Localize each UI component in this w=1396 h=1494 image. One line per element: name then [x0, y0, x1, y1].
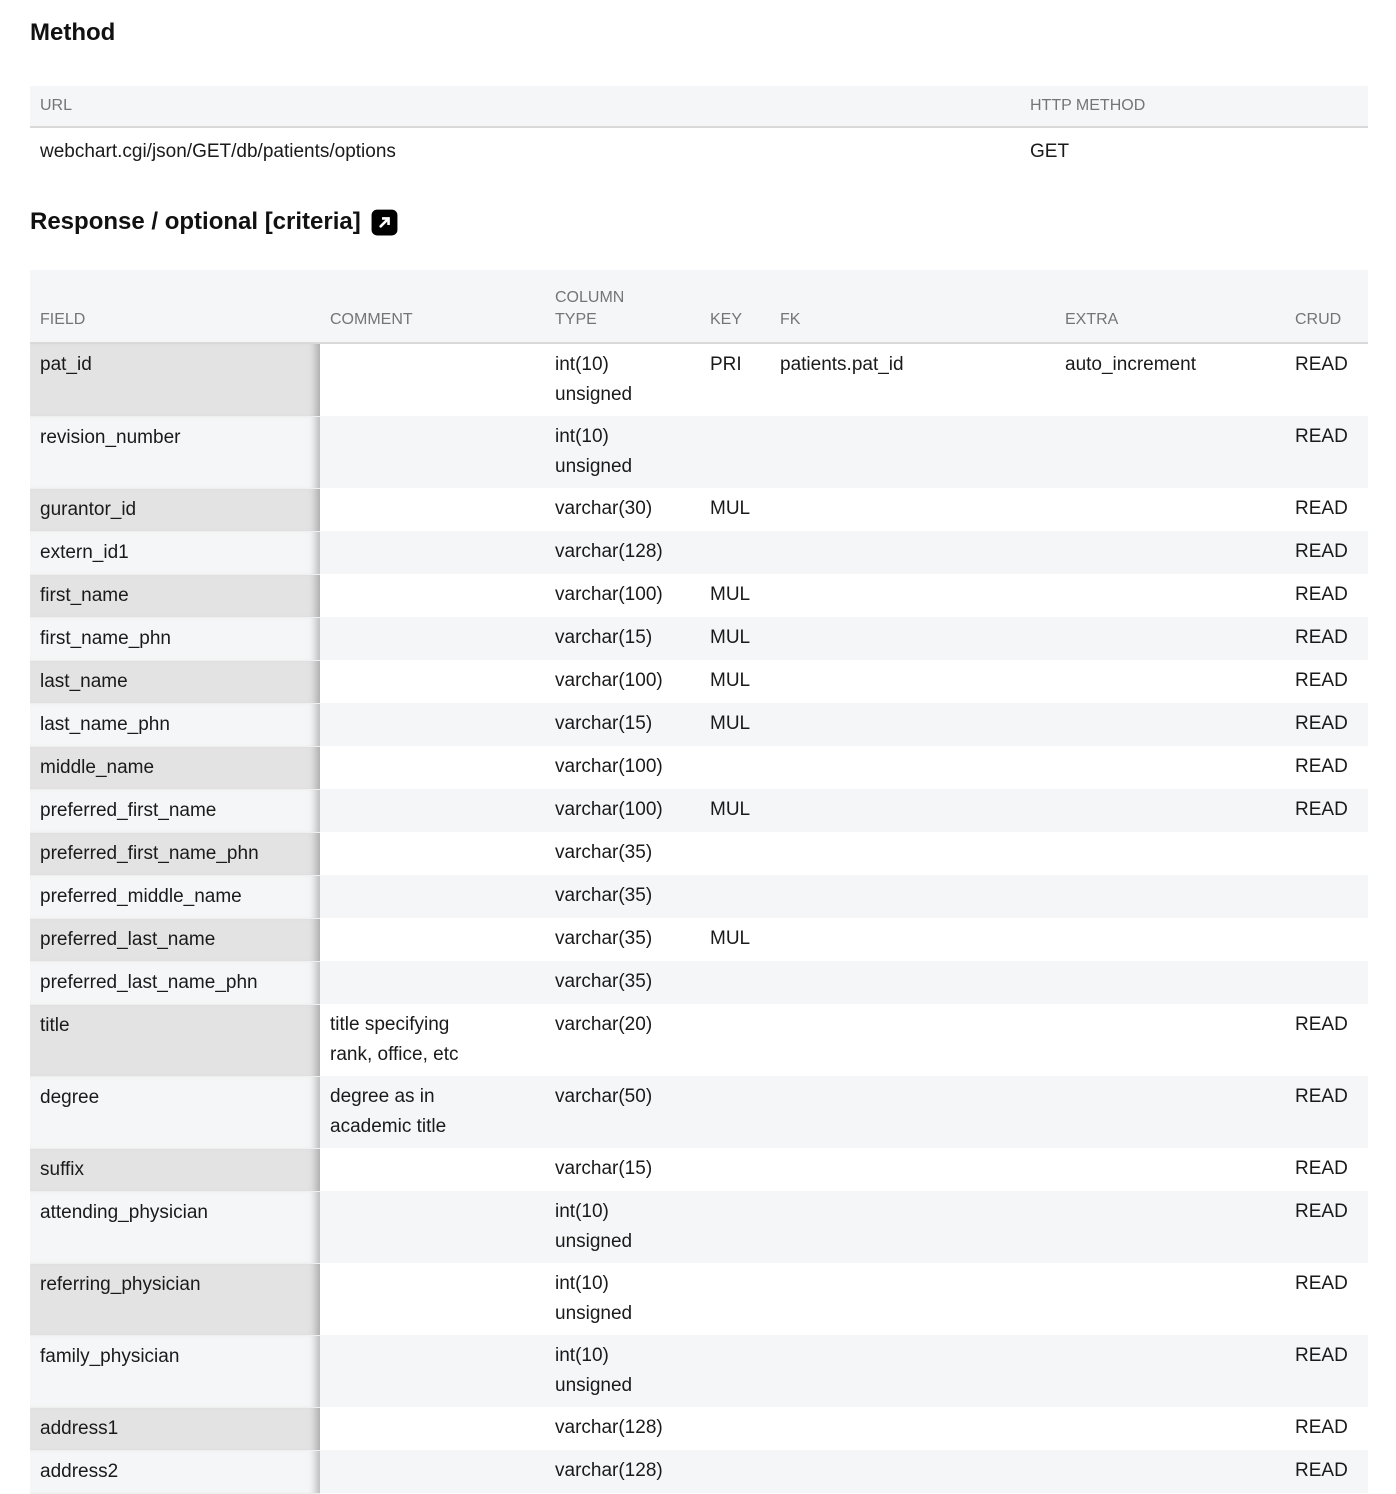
extra-cell	[1055, 531, 1285, 574]
comment-cell	[320, 1148, 545, 1191]
comment-cell	[320, 343, 545, 416]
extra-cell	[1055, 875, 1285, 918]
field-row	[30, 746, 1368, 789]
fk-cell	[770, 416, 1055, 488]
crud-cell: READ	[1285, 1191, 1368, 1263]
fk-cell	[770, 574, 1055, 617]
field-row	[30, 574, 1368, 617]
crud-cell: READ	[1285, 1335, 1368, 1407]
field-cell: preferred_first_name	[30, 789, 320, 832]
fields-table-body	[30, 343, 1368, 1493]
key-cell	[700, 1148, 770, 1191]
http-method-value: GET	[1030, 141, 1070, 162]
field-cell: degree	[30, 1076, 320, 1148]
key-cell	[700, 1450, 770, 1493]
field-row	[30, 1148, 1368, 1191]
key-cell	[700, 531, 770, 574]
extra-cell	[1055, 789, 1285, 832]
field-cell: last_name_phn	[30, 703, 320, 746]
comment-cell	[320, 574, 545, 617]
extra-cell	[1055, 617, 1285, 660]
field-row	[30, 789, 1368, 832]
url-column-header: URL	[30, 86, 1020, 127]
crud-cell	[1285, 918, 1368, 961]
crud-cell: READ	[1285, 1450, 1368, 1493]
column-type-cell: varchar(15)	[555, 1158, 653, 1179]
crud-cell: READ	[1295, 584, 1348, 605]
comment-cell	[320, 875, 545, 918]
comment-cell	[320, 961, 545, 1004]
comment-cell	[320, 531, 545, 574]
comment-cell	[320, 703, 545, 746]
response-heading	[30, 207, 1368, 237]
field-row	[30, 488, 1368, 531]
key-column-header: KEY	[700, 270, 770, 343]
column-type-cell: varchar(35)	[555, 842, 653, 863]
field-row	[30, 1407, 1368, 1450]
response-heading-label: Response / optional [criteria]	[30, 208, 361, 235]
method-table-row	[30, 127, 1368, 175]
extra-cell	[1055, 660, 1285, 703]
column-type-cell: varchar(100)	[555, 670, 663, 691]
fk-cell	[770, 488, 1055, 531]
comment-cell	[320, 789, 545, 832]
field-cell: middle_name	[30, 746, 320, 789]
fk-cell	[770, 660, 1055, 703]
crud-cell: READ	[1285, 531, 1368, 574]
extra-cell	[1055, 1407, 1285, 1450]
field-cell: extern_id1	[30, 531, 320, 574]
fk-column-header: FK	[770, 270, 1055, 343]
field-cell: gurantor_id	[30, 488, 320, 531]
column-type-cell: varchar(100)	[555, 756, 663, 777]
fk-cell	[770, 1407, 1055, 1450]
comment-cell	[320, 746, 545, 789]
method-table	[30, 86, 1368, 175]
fk-cell	[770, 1004, 1055, 1076]
comment-cell	[320, 416, 545, 488]
crud-cell: READ	[1295, 1417, 1348, 1438]
column-type-cell: varchar(128)	[545, 531, 700, 574]
key-cell: MUL	[700, 789, 770, 832]
extra-cell	[1055, 961, 1285, 1004]
extra-cell	[1055, 416, 1285, 488]
fk-cell	[770, 832, 1055, 875]
fk-cell	[770, 1335, 1055, 1407]
external-link-icon[interactable]	[371, 209, 398, 236]
field-cell: first_name_phn	[30, 617, 320, 660]
crud-column-header: CRUD	[1285, 270, 1368, 343]
field-cell: preferred_middle_name	[30, 875, 320, 918]
key-cell	[700, 1076, 770, 1148]
fk-cell	[770, 531, 1055, 574]
column-type-cell: varchar(20)	[555, 1014, 653, 1035]
extra-cell	[1055, 746, 1285, 789]
field-row	[30, 918, 1368, 961]
field-row	[30, 875, 1368, 918]
fk-cell	[770, 703, 1055, 746]
key-cell: MUL	[700, 703, 770, 746]
fk-cell	[770, 1076, 1055, 1148]
fk-cell	[770, 1450, 1055, 1493]
column-type-column-header: COLUMN TYPE	[545, 270, 700, 343]
key-cell: MUL	[710, 498, 751, 519]
extra-cell	[1055, 1263, 1285, 1335]
crud-cell	[1285, 832, 1368, 875]
extra-cell	[1055, 1191, 1285, 1263]
comment-cell	[320, 617, 545, 660]
column-type-cell: varchar(128)	[545, 1450, 700, 1493]
field-cell: attending_physician	[30, 1191, 320, 1263]
method-heading: Method	[30, 19, 116, 46]
field-row	[30, 1076, 1368, 1148]
extra-cell	[1055, 1076, 1285, 1148]
key-cell	[700, 1191, 770, 1263]
field-row	[30, 660, 1368, 703]
field-cell: revision_number	[30, 416, 320, 488]
fk-cell	[770, 918, 1055, 961]
method-table-header-row	[30, 86, 1368, 127]
response-fields-table	[30, 270, 1368, 1494]
field-cell: first_name	[30, 574, 320, 617]
field-cell: preferred_first_name_phn	[30, 832, 320, 875]
column-type-cell: varchar(35)	[545, 875, 700, 918]
comment-cell	[320, 488, 545, 531]
key-cell: MUL	[710, 670, 751, 691]
comment-cell	[320, 1450, 545, 1493]
key-cell	[700, 832, 770, 875]
key-cell	[700, 1263, 770, 1335]
fk-cell	[770, 1191, 1055, 1263]
fk-cell	[770, 875, 1055, 918]
key-cell	[700, 1335, 770, 1407]
extra-column-header: EXTRA	[1055, 270, 1285, 343]
crud-cell: READ	[1295, 670, 1348, 691]
comment-cell	[320, 1263, 545, 1335]
crud-cell: READ	[1295, 1158, 1348, 1179]
field-row	[30, 703, 1368, 746]
fk-cell	[770, 789, 1055, 832]
key-cell: MUL	[710, 928, 751, 949]
extra-cell	[1055, 1004, 1285, 1076]
extra-cell	[1055, 574, 1285, 617]
comment-column-header: COMMENT	[320, 270, 545, 343]
field-row	[30, 1263, 1368, 1335]
field-row	[30, 531, 1368, 574]
column-type-cell: int(10) unsigned	[545, 416, 700, 488]
key-cell	[700, 416, 770, 488]
fk-cell	[770, 746, 1055, 789]
key-cell: PRI	[710, 354, 742, 375]
column-type-cell: varchar(128)	[555, 1417, 663, 1438]
http-method-column-header: HTTP METHOD	[1020, 86, 1368, 127]
field-row	[30, 1191, 1368, 1263]
crud-cell: READ	[1295, 498, 1348, 519]
key-cell	[700, 1407, 770, 1450]
column-type-cell: int(10) unsigned	[555, 1273, 633, 1324]
column-type-cell: varchar(35)	[555, 928, 653, 949]
field-cell: last_name	[30, 660, 320, 703]
extra-cell	[1055, 488, 1285, 531]
crud-cell: READ	[1285, 1076, 1368, 1148]
key-cell	[700, 961, 770, 1004]
column-type-cell: int(10) unsigned	[545, 1191, 700, 1263]
key-cell: MUL	[710, 584, 751, 605]
column-type-cell: varchar(50)	[545, 1076, 700, 1148]
field-row	[30, 1335, 1368, 1407]
extra-cell	[1055, 703, 1285, 746]
comment-cell	[320, 660, 545, 703]
field-row	[30, 961, 1368, 1004]
field-cell: pat_id	[30, 343, 320, 416]
field-cell: title	[30, 1004, 320, 1076]
comment-cell: degree as in academic title	[320, 1076, 545, 1148]
column-type-cell: varchar(30)	[555, 498, 653, 519]
crud-cell: READ	[1295, 1273, 1348, 1294]
fk-cell	[770, 1148, 1055, 1191]
extra-cell	[1055, 1148, 1285, 1191]
fields-table-header-row	[30, 270, 1368, 343]
field-cell: family_physician	[30, 1335, 320, 1407]
key-cell	[700, 875, 770, 918]
fk-cell: patients.pat_id	[780, 354, 904, 375]
field-cell: referring_physician	[30, 1263, 320, 1335]
field-row	[30, 343, 1368, 416]
field-column-header: FIELD	[30, 270, 320, 343]
fk-cell	[770, 617, 1055, 660]
crud-cell: READ	[1285, 703, 1368, 746]
comment-cell	[320, 1407, 545, 1450]
crud-cell: READ	[1295, 756, 1348, 777]
extra-cell: auto_increment	[1065, 354, 1196, 375]
url-value: webchart.cgi/json/GET/db/patients/options	[40, 141, 396, 162]
crud-cell: READ	[1285, 789, 1368, 832]
column-type-cell: varchar(100)	[545, 789, 700, 832]
comment-cell	[320, 1335, 545, 1407]
comment-cell	[320, 1191, 545, 1263]
field-cell: preferred_last_name	[30, 918, 320, 961]
key-cell: MUL	[700, 617, 770, 660]
extra-cell	[1055, 1450, 1285, 1493]
field-cell: address2	[30, 1450, 320, 1493]
crud-cell	[1285, 875, 1368, 918]
extra-cell	[1055, 918, 1285, 961]
crud-cell: READ	[1285, 617, 1368, 660]
column-type-cell: varchar(100)	[555, 584, 663, 605]
field-row	[30, 1004, 1368, 1076]
field-cell: address1	[30, 1407, 320, 1450]
extra-cell	[1055, 1335, 1285, 1407]
fk-cell	[770, 961, 1055, 1004]
crud-cell	[1285, 961, 1368, 1004]
column-type-cell: int(10) unsigned	[555, 354, 633, 405]
field-cell: suffix	[30, 1148, 320, 1191]
column-type-cell: int(10) unsigned	[545, 1335, 700, 1407]
fk-cell	[770, 1263, 1055, 1335]
key-cell	[700, 1004, 770, 1076]
comment-cell	[320, 832, 545, 875]
column-type-cell: varchar(15)	[545, 617, 700, 660]
key-cell	[700, 746, 770, 789]
extra-cell	[1055, 832, 1285, 875]
column-type-cell: varchar(35)	[545, 961, 700, 1004]
column-type-cell: varchar(15)	[545, 703, 700, 746]
comment-cell	[320, 918, 545, 961]
crud-cell: READ	[1295, 1014, 1348, 1035]
field-row	[30, 416, 1368, 488]
field-row	[30, 1450, 1368, 1493]
crud-cell: READ	[1295, 354, 1348, 375]
field-row	[30, 617, 1368, 660]
crud-cell: READ	[1285, 416, 1368, 488]
field-row	[30, 832, 1368, 875]
field-cell: preferred_last_name_phn	[30, 961, 320, 1004]
comment-cell: title specifying rank, office, etc	[330, 1014, 459, 1065]
